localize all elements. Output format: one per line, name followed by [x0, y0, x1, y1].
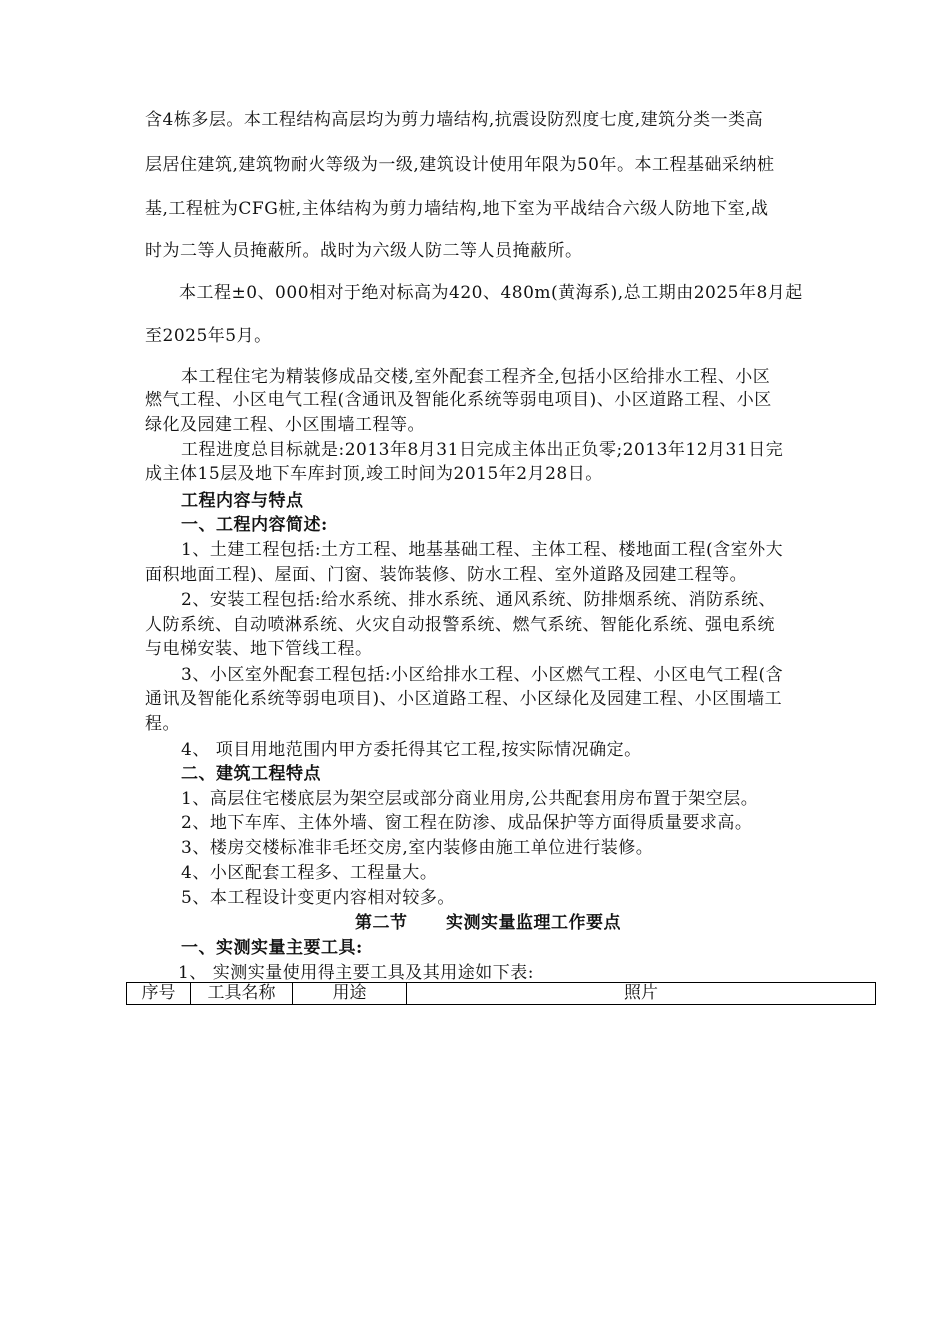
list-item: 1、高层住宅楼底层为架空层或部分商业用房,公共配套用房布置于架空层。	[181, 789, 759, 809]
paragraph-line: 工程进度总目标就是:2013年8月31日完成主体出正负零;2013年12月31日完	[181, 440, 784, 460]
table-header-row	[127, 983, 876, 1005]
list-item: 与电梯安装、地下管线工程。	[145, 639, 373, 659]
subsection-title: 二、建筑工程特点	[181, 764, 321, 784]
table-header-cell: 照片	[407, 983, 876, 1005]
list-item: 3、小区室外配套工程包括:小区给排水工程、小区燃气工程、小区电气工程(含	[181, 665, 784, 685]
table-header-cell: 用途	[293, 983, 407, 1005]
paragraph-line: 时为二等人员掩蔽所。战时为六级人防二等人员掩蔽所。	[145, 241, 583, 261]
paragraph-line: 层居住建筑,建筑物耐火等级为一级,建筑设计使用年限为50年。本工程基础采纳桩	[145, 155, 775, 175]
paragraph-line: 至2025年5月。	[145, 326, 272, 346]
table-header-cell: 序号	[127, 983, 191, 1005]
paragraph-line: 本工程住宅为精装修成品交楼,室外配套工程齐全,包括小区给排水工程、小区	[181, 367, 771, 387]
section-title: 第二节 实测实量监理工作要点	[355, 913, 622, 933]
list-item: 通讯及智能化系统等弱电项目)、小区道路工程、小区绿化及园建工程、小区围墙工	[145, 689, 783, 709]
list-item: 1、土建工程包括:土方工程、地基基础工程、主体工程、楼地面工程(含室外大	[181, 540, 784, 560]
subsection-title: 一、实测实量主要工具:	[181, 938, 363, 958]
list-item: 面积地面工程)、屋面、门窗、装饰装修、防水工程、室外道路及园建工程等。	[145, 565, 748, 585]
list-item: 5、本工程设计变更内容相对较多。	[181, 888, 455, 908]
list-item: 1、 实测实量使用得主要工具及其用途如下表:	[178, 963, 534, 983]
paragraph-line: 基,工程桩为CFG桩,主体结构为剪力墙结构,地下室为平战结合六级人防地下室,战	[145, 199, 769, 219]
paragraph-line: 绿化及园建工程、小区围墙工程等。	[145, 415, 425, 435]
paragraph-line: 燃气工程、小区电气工程(含通讯及智能化系统等弱电项目)、小区道路工程、小区	[145, 390, 772, 410]
list-item: 2、安装工程包括:给水系统、排水系统、通风系统、防排烟系统、消防系统、	[181, 590, 777, 610]
table-header-cell: 工具名称	[191, 983, 293, 1005]
paragraph-line: 含4栋多层。本工程结构高层均为剪力墙结构,抗震设防烈度七度,建筑分类一类高	[145, 110, 764, 130]
list-item: 程。	[145, 714, 180, 734]
list-item: 人防系统、自动喷淋系统、火灾自动报警系统、燃气系统、智能化系统、强电系统	[145, 615, 775, 635]
list-item: 3、楼房交楼标准非毛坯交房,室内装修由施工单位进行装修。	[181, 838, 654, 858]
list-item: 2、地下车库、主体外墙、窗工程在防渗、成品保护等方面得质量要求高。	[181, 813, 753, 833]
paragraph-line: 本工程±0、000相对于绝对标高为420、480m(黄海系),总工期由2025年8月起	[179, 283, 803, 303]
subsection-title: 一、工程内容简述:	[181, 515, 328, 535]
list-item: 4、 项目用地范围内甲方委托得其它工程,按实际情况确定。	[181, 740, 642, 760]
paragraph-line: 成主体15层及地下车库封顶,竣工时间为2015年2月28日。	[145, 464, 603, 484]
section-heading: 工程内容与特点	[181, 491, 304, 511]
tools-table	[126, 982, 876, 1005]
list-item: 4、小区配套工程多、工程量大。	[181, 863, 438, 883]
